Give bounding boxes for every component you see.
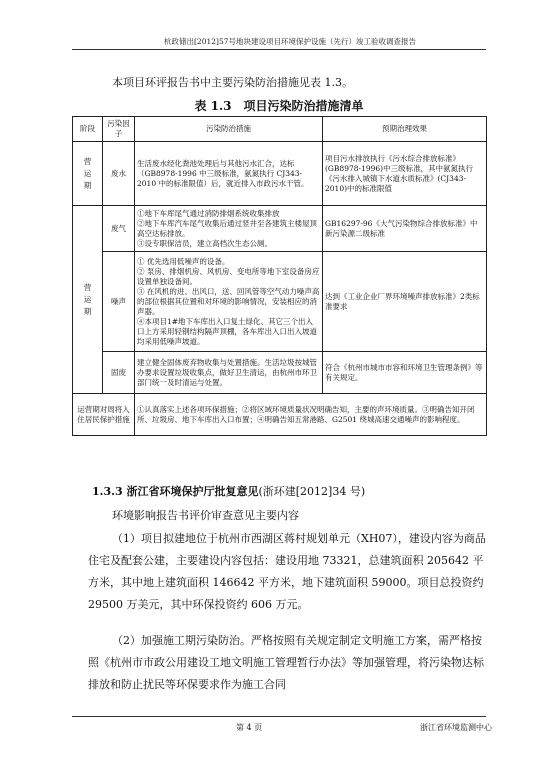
col-header-factor: 污染因子 bbox=[103, 117, 135, 142]
section-ref: (浙环建[2012]34 号) bbox=[258, 485, 366, 498]
page-number: 第 4 页 bbox=[236, 723, 263, 732]
measures-cell: ①认真落实上述各项环保措施；②将区域环境质量状况明确告知，主要的声环境质量。③明确告知开闭所、垃圾房、地下车库出入口布置；④明确告知五常港路、G2501 绕城高速交通噪声的影响程度。 bbox=[135, 394, 487, 436]
stage-cell: 运营期对周将入住居民保护措施 bbox=[73, 394, 135, 436]
header-rule bbox=[72, 49, 486, 50]
page-header: 杭政储出[2012]57号地块建设项目环境保护设施（先行）竣工验收调查报告 bbox=[164, 37, 416, 46]
effect-cell: GB16297-96《大气污染物综合排放标准》中新污染源二级标准 bbox=[323, 206, 487, 252]
paragraph-review: 环境影响报告书评价审查意见主要内容 bbox=[112, 509, 299, 522]
effect-cell: 符合《杭州市城市市容和环境卫生管理条例》等有关规定。 bbox=[323, 352, 487, 394]
section-heading bbox=[92, 483, 365, 499]
table-row bbox=[73, 252, 487, 352]
section-title: 浙江省环境保护厅批复意见 bbox=[126, 485, 259, 498]
factor-cell: 固废 bbox=[103, 352, 135, 394]
table-caption: 表 1.3 项目污染防治措施清单 bbox=[194, 99, 364, 113]
factor-cell: 废气 bbox=[103, 206, 135, 252]
factor-cell: 废水 bbox=[103, 142, 135, 206]
stage-cell: 营运期 bbox=[73, 142, 103, 206]
table-row bbox=[73, 394, 487, 436]
measures-cell: 生活废水经化粪池处理后与其他污水汇合，达标（GB8978-1996 中三级标准，氨氮执行 CJ343-2010 中的标准限值）后，就近排入市政污水干管。 bbox=[135, 142, 323, 206]
table-row bbox=[73, 206, 487, 252]
footer-organization: 浙江省环境监测中心 bbox=[420, 723, 492, 732]
stage-cell: 营运期 bbox=[73, 206, 103, 394]
table-row bbox=[73, 142, 487, 206]
measures-cell: ①地下车库尾气通过消防排烟系统收集排放 ②地下车库汽车尾气收集后通过竖井至各建筑主楼屋顶高空达标排放。 ③设专职保洁员，建立高档次生态公厕。 bbox=[135, 206, 323, 252]
intro-sentence: 本项目环评报告书中主要污染防治措施见表 1.3。 bbox=[112, 76, 353, 89]
col-header-effect: 预期治理效果 bbox=[323, 117, 487, 142]
footer-rule bbox=[72, 716, 486, 717]
paragraph-item-2: （2）加强施工期污染防治。严格按照有关规定制定文明施工方案，需严格按照《杭州市市政公用建设工地文明施工管理暂行办法》等加强管理，将污染物达标排放和防止扰民等环保要求作为施工合同 bbox=[88, 634, 484, 691]
table-row bbox=[73, 352, 487, 394]
col-header-measures: 污染防治措施 bbox=[135, 117, 323, 142]
pollution-measures-table bbox=[72, 116, 487, 436]
effect-cell: 达到《工业企业厂界环境噪声排放标准》2类标准要求 bbox=[323, 252, 487, 352]
col-header-stage: 阶段 bbox=[73, 117, 103, 142]
measures-cell: 建立健全固体废弃物收集与处置措施。生活垃圾按城管办要求设置垃圾收集点，做好卫生清运，由杭州市环卫部门统一及时清运与处置。 bbox=[135, 352, 323, 394]
effect-cell: 项目污水排放执行《污水综合排放标准》(GB8978-1996)中三级标准，其中氨氮执行《污水排入城镇下水道水质标准》(CJ343-2010)中的标准限值 bbox=[323, 142, 487, 206]
section-number: 1.3.3 bbox=[92, 485, 123, 498]
paragraph-item-1: （1）项目拟建地位于杭州市西湖区蒋村规划单元（XH07），建设内容为商品住宅及配套公建，主要建设内容包括：建设用地 73321，总建筑面积 205642 平方米，其中地上建筑面积 146642 平方米，地下建筑面积 59000。项目总投资约 29500 万美元，其中环保投资约 606 万元。 bbox=[88, 532, 486, 611]
factor-cell: 噪声 bbox=[103, 252, 135, 352]
measures-cell: ① 优先选用低噪声的设备。 ② 泵房、排烟机房、风机房、变电所等地下室设备房应设置单独设备间。 ③ 在风机的进、出风口，送、回风管等空气动力噪声高的部位根据其位置和对环境的影响情况，安装相应的消声器。 ④本项目1#地下车库出入口复土绿化、其它三个出入口上方采用轻钢结构隔声顶棚，各车库出入口出入坡道均采用低噪声坡道。 bbox=[135, 252, 323, 352]
table-header-row bbox=[73, 117, 487, 142]
